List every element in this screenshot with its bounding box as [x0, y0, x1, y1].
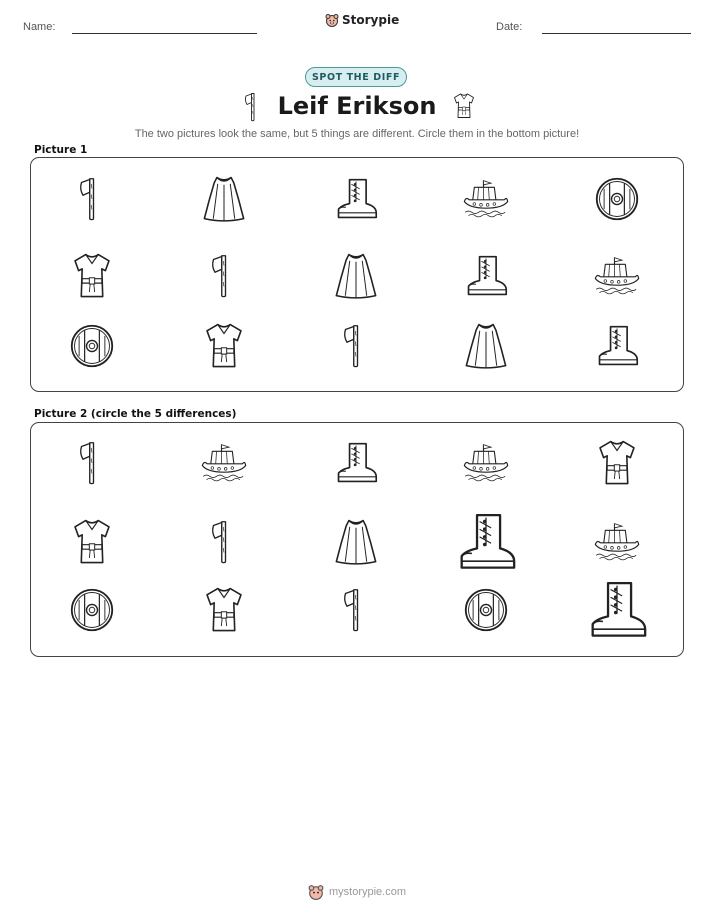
picture2-boot-icon[interactable] [331, 438, 381, 488]
picture2-axe-icon[interactable] [339, 583, 373, 637]
page-title: Leif Erikson [277, 92, 437, 120]
mascot-icon [325, 13, 339, 27]
picture2-ship-icon[interactable] [459, 439, 513, 487]
picture2-shield-icon[interactable] [67, 585, 117, 635]
picture2-tunic-icon[interactable] [592, 436, 642, 490]
name-label: Name: [23, 21, 56, 33]
footer [0, 884, 714, 900]
picture2-axe-icon[interactable] [207, 515, 241, 569]
picture1-tunic-icon [67, 249, 117, 303]
picture2-ship-icon[interactable] [590, 518, 644, 566]
picture1-cloak-icon [461, 319, 511, 373]
picture1-cloak-icon [199, 172, 249, 226]
brand-name: Storypie [342, 13, 400, 27]
picture1-ship-icon [459, 175, 513, 223]
picture2-tunic-icon[interactable] [67, 515, 117, 569]
picture1-shield-icon [592, 174, 642, 224]
spot-the-diff-badge: SPOT THE DIFF [305, 67, 407, 87]
picture2-tunic-icon[interactable] [199, 583, 249, 637]
picture1-label: Picture 1 [34, 144, 88, 156]
picture1-shield-icon [67, 321, 117, 371]
picture1-boot-icon [461, 251, 511, 301]
picture2-ship-icon[interactable] [197, 439, 251, 487]
picture2-axe-icon[interactable] [75, 436, 109, 490]
picture2-boot-large-icon[interactable] [452, 508, 520, 576]
picture2-shield-icon[interactable] [461, 585, 511, 635]
picture1-tunic-icon [199, 319, 249, 373]
picture2-cloak-icon[interactable] [331, 515, 381, 569]
picture1-boot-icon [592, 321, 642, 371]
title-tunic-icon [451, 92, 477, 125]
picture2-boot-large-icon[interactable] [583, 576, 651, 644]
picture1-cloak-icon [331, 249, 381, 303]
picture1-boot-icon [331, 174, 381, 224]
brand-logo [325, 13, 399, 27]
date-label: Date: [496, 21, 523, 33]
footer-mascot-icon [308, 884, 324, 900]
name-line[interactable] [72, 33, 257, 34]
picture1-axe-icon [339, 319, 373, 373]
picture1-ship-icon [590, 252, 644, 300]
footer-url: mystorypie.com [328, 886, 407, 898]
picture2-label: Picture 2 (circle the 5 differences) [34, 408, 237, 420]
picture1-axe-icon [75, 172, 109, 226]
instructions-text: The two pictures look the same, but 5 things are different. Circle them in the bottom picture! [134, 128, 580, 140]
picture1-axe-icon [207, 249, 241, 303]
date-line[interactable] [542, 33, 691, 34]
